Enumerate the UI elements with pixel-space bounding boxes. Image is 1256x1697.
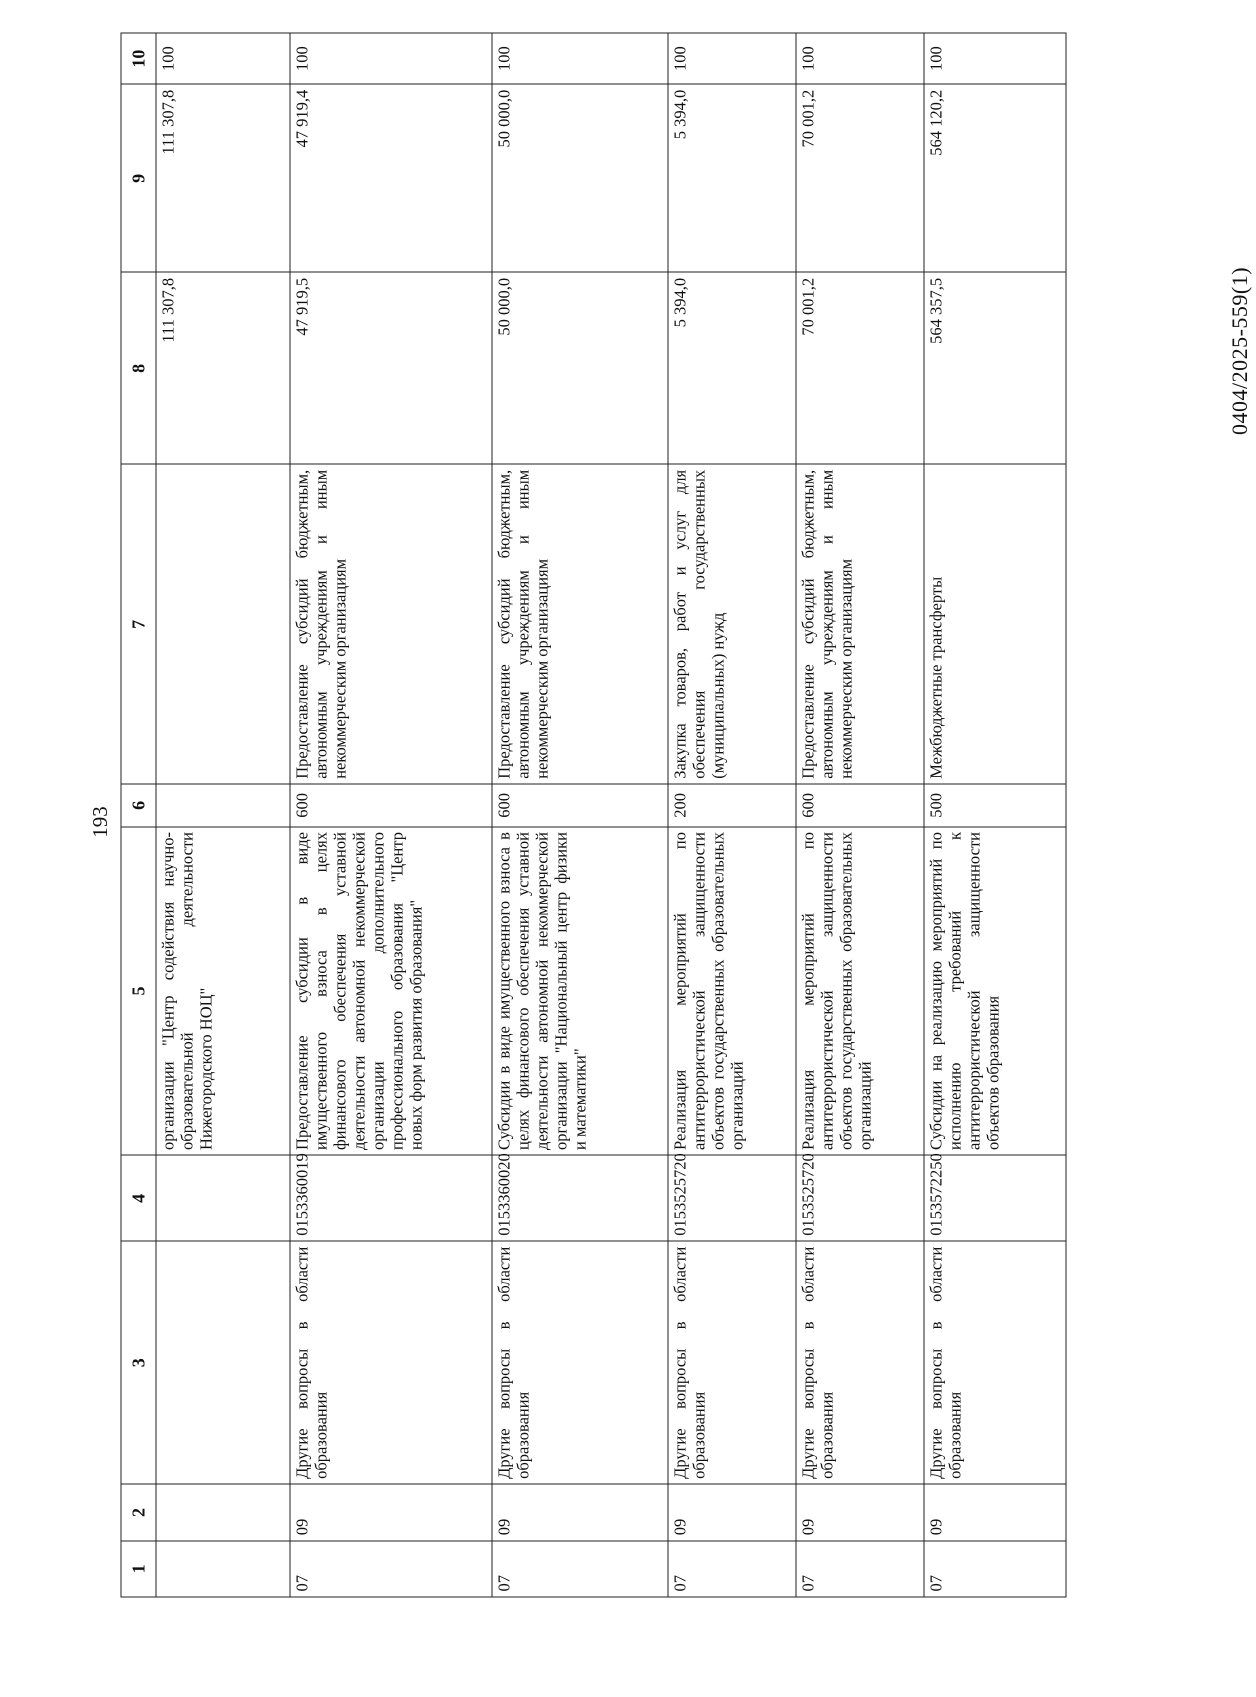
execution-percent-cell: 100	[668, 33, 796, 84]
section-code-cell: 07	[796, 1541, 924, 1597]
expense-type-name-cell: Межбюджетные трансферты	[924, 464, 1066, 784]
column-header: 3	[121, 1241, 156, 1484]
column-header: 1	[121, 1541, 156, 1597]
table-row	[156, 33, 290, 1597]
expense-type-name-cell: Закупка товаров, работ и услуг для обеспечения государственных (муниципальных) нужд	[668, 464, 796, 784]
executed-amount-cell: 111 307,8	[156, 84, 290, 272]
column-header: 2	[121, 1484, 156, 1540]
subsection-code-cell: 09	[796, 1484, 924, 1540]
planned-amount-cell: 111 307,8	[156, 272, 290, 464]
section-code-cell: 07	[668, 1541, 796, 1597]
subsection-name-cell: Другие вопросы в области образования	[492, 1241, 668, 1484]
column-header: 9	[121, 84, 156, 272]
executed-amount-cell: 564 120,2	[924, 84, 1066, 272]
expense-type-code-cell	[156, 784, 290, 826]
target-article-name-cell: Предоставление субсидии в виде имущественного взноса в целях финансового обеспечения уставной деятельности автономной некоммерческой организации дополнительного профессионального образования "Центр новых форм развития образования"	[290, 827, 492, 1156]
subsection-code-cell	[156, 1484, 290, 1540]
subsection-code-cell: 09	[290, 1484, 492, 1540]
expense-type-name-cell	[156, 464, 290, 784]
planned-amount-cell: 5 394,0	[668, 272, 796, 464]
target-article-cell: 0153360019	[290, 1155, 492, 1241]
subsection-name-cell	[156, 1241, 290, 1484]
subsection-code-cell: 09	[492, 1484, 668, 1540]
table-row	[290, 33, 492, 1597]
table-row	[924, 33, 1066, 1597]
budget-table-container	[121, 33, 1061, 1598]
planned-amount-cell: 50 000,0	[492, 272, 668, 464]
table-row	[668, 33, 796, 1597]
target-article-name-cell: организации "Центр содействия научно-образовательной деятельности Нижегородского НОЦ"	[156, 827, 290, 1156]
section-code-cell	[156, 1541, 290, 1597]
target-article-cell: 0153572250	[924, 1155, 1066, 1241]
expense-type-name-cell: Предоставление субсидий бюджетным, автономным учреждениям и иным некоммерческим организациям	[492, 464, 668, 784]
section-code-cell: 07	[290, 1541, 492, 1597]
subsection-name-cell: Другие вопросы в области образования	[290, 1241, 492, 1484]
expense-type-code-cell: 600	[290, 784, 492, 826]
subsection-name-cell: Другие вопросы в области образования	[924, 1241, 1066, 1484]
table-row	[796, 33, 924, 1597]
page-number: 193	[88, 806, 112, 838]
subsection-name-cell: Другие вопросы в области образования	[796, 1241, 924, 1484]
column-header: 5	[121, 827, 156, 1156]
column-header: 4	[121, 1155, 156, 1241]
subsection-code-cell: 09	[668, 1484, 796, 1540]
execution-percent-cell: 100	[156, 33, 290, 84]
target-article-cell: 0153525720	[668, 1155, 796, 1241]
executed-amount-cell: 70 001,2	[796, 84, 924, 272]
execution-percent-cell: 100	[796, 33, 924, 84]
column-header: 6	[121, 784, 156, 826]
executed-amount-cell: 47 919,4	[290, 84, 492, 272]
planned-amount-cell: 564 357,5	[924, 272, 1066, 464]
column-header: 8	[121, 272, 156, 464]
execution-percent-cell: 100	[290, 33, 492, 84]
expense-type-code-cell: 200	[668, 784, 796, 826]
section-code-cell: 07	[924, 1541, 1066, 1597]
target-article-name-cell: Субсидии в виде имущественного взноса в целях финансового обеспечения уставной деятельности автономной некоммерческой организации "Национальный центр физики и математики"	[492, 827, 668, 1156]
target-article-cell: 0153360020	[492, 1155, 668, 1241]
document-code: 0404/2025-559(1)	[1227, 266, 1252, 436]
expense-type-code-cell: 500	[924, 784, 1066, 826]
executed-amount-cell: 50 000,0	[492, 84, 668, 272]
expense-type-name-cell: Предоставление субсидий бюджетным, автономным учреждениям и иным некоммерческим организациям	[796, 464, 924, 784]
column-header: 7	[121, 464, 156, 784]
planned-amount-cell: 70 001,2	[796, 272, 924, 464]
target-article-cell: 0153525720	[796, 1155, 924, 1241]
target-article-name-cell: Реализация мероприятий по антитеррористической защищенности объектов государственных образовательных организаций	[796, 827, 924, 1156]
target-article-name-cell: Реализация мероприятий по антитеррористической защищенности объектов государственных образовательных организаций	[668, 827, 796, 1156]
expense-type-code-cell: 600	[796, 784, 924, 826]
budget-table	[121, 33, 1067, 1598]
column-header: 10	[121, 33, 156, 84]
expense-type-name-cell: Предоставление субсидий бюджетным, автономным учреждениям и иным некоммерческим организациям	[290, 464, 492, 784]
subsection-code-cell: 09	[924, 1484, 1066, 1540]
planned-amount-cell: 47 919,5	[290, 272, 492, 464]
section-code-cell: 07	[492, 1541, 668, 1597]
table-header-row	[121, 33, 156, 1597]
target-article-cell	[156, 1155, 290, 1241]
expense-type-code-cell: 600	[492, 784, 668, 826]
table-row	[492, 33, 668, 1597]
subsection-name-cell: Другие вопросы в области образования	[668, 1241, 796, 1484]
executed-amount-cell: 5 394,0	[668, 84, 796, 272]
target-article-name-cell: Субсидии на реализацию мероприятий по исполнению требований к антитеррористической защищенности объектов образования	[924, 827, 1066, 1156]
execution-percent-cell: 100	[492, 33, 668, 84]
execution-percent-cell: 100	[924, 33, 1066, 84]
